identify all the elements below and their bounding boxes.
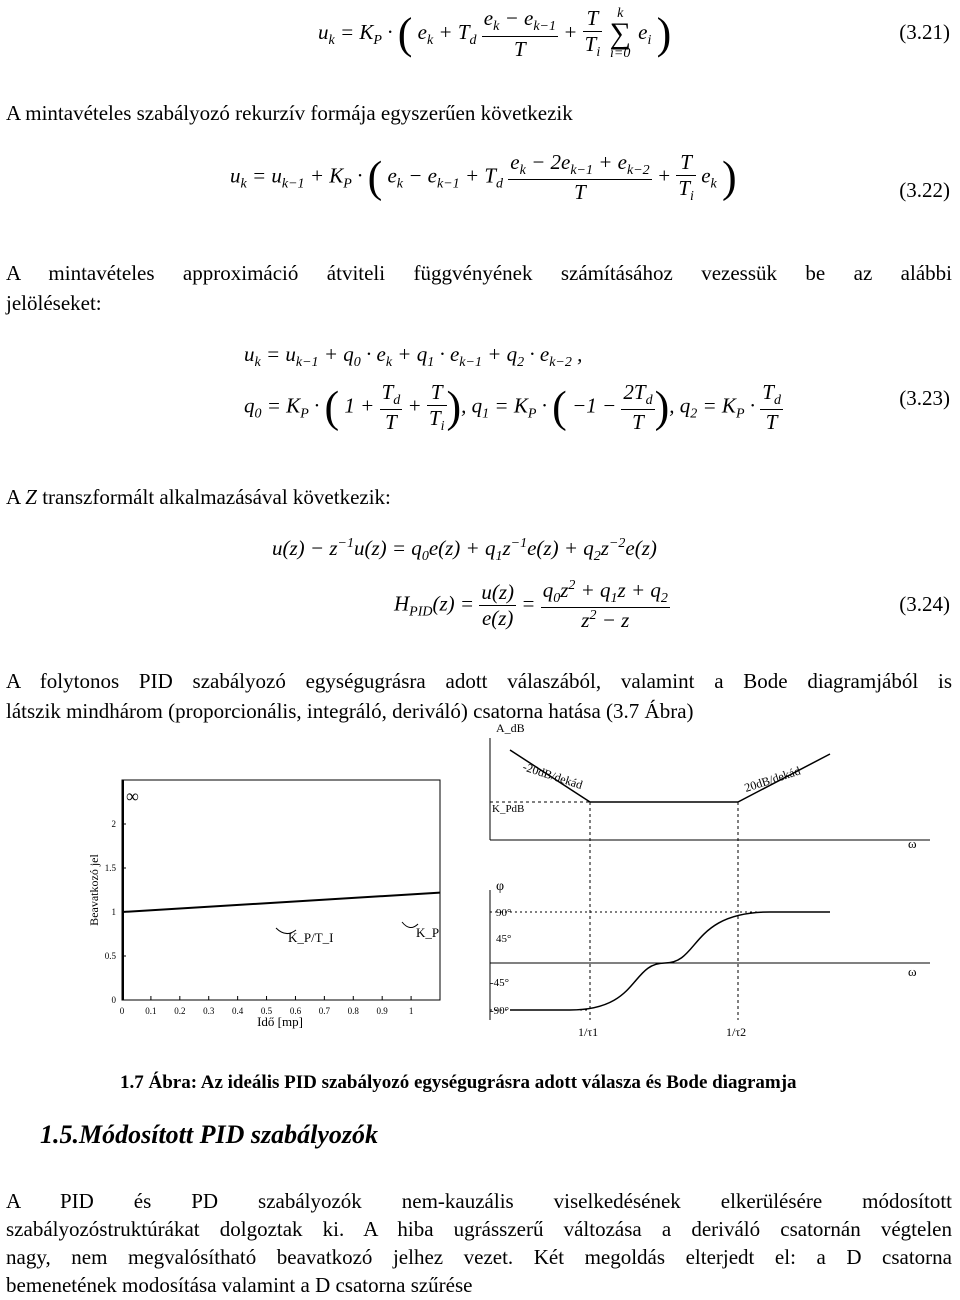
y-tick-label: 1 [111,907,116,917]
phase-curve [510,912,830,1010]
phase-tick-m45: -45° [490,977,510,989]
amp-axis-label: A_dB [496,721,525,735]
paragraph-modified-line1: A PID és PD szabályozók nem-kauzális viselkedésének elkerülésére módosított [6,1189,952,1213]
phase-tick-45: 45° [496,933,512,945]
label-kp-ti: K_P/T_I [288,930,334,945]
eq-number-3-22: (3.22) [899,178,950,202]
paragraph-modified-line2: szabályozóstruktúrákat dolgoztak ki. A hiba ugrásszerű változása a deriváló csatornán végtelen [6,1217,952,1241]
step-plot-ylabel: Beavatkozó jel [87,854,101,926]
eq-number-3-21: (3.21) [899,20,950,44]
x-tick-label: 0.6 [289,1006,302,1016]
tau1-mark: 1/τ1 [578,1025,599,1039]
eq-number-3-24: (3.24) [899,592,950,616]
x-tick-label: 0.1 [145,1006,157,1016]
x-tick-label: 0.8 [347,1006,359,1016]
paragraph-pid-line2: látszik mindhárom (proporcionális, integráló, deriváló) csatorna hatása (3.7 Ábra) [6,699,694,723]
bode-chart [470,720,940,1050]
paragraph-modified-line3: nagy, nem megvalósítható beavatkozó jelhez vezet. Két megoldás elterjedt el: a D csatorna [6,1245,952,1269]
slope1-label: -20dB/dekád [521,759,585,793]
y-tick-label: 0.5 [104,951,116,961]
kp-db-label: K_PdB [492,803,525,815]
paragraph-approximation-line1: A mintavételes approximáció átviteli függvényének számításához vezessük be az alábbi [6,261,952,285]
x-tick-label: 0.9 [376,1006,388,1016]
x-tick-label: 0.2 [174,1006,186,1016]
label-kp: K_P [416,925,440,940]
figure-caption: 1.7 Ábra: Az ideális PID szabályozó egységugrásra adott válasza és Bode diagramja [120,1072,797,1093]
x-tick-label: 1 [408,1006,414,1016]
equation-3-22: $u_k = u_{k-1} + K_P$ · ( $e_k - e_{k-1} + T_d$ $\frac{e_k - 2e_{k-1} + e_{k-2}}{T}$ + $\frac{T}{T_i}$ $e_k$ ) [230,150,737,205]
tau2-mark: 1/τ2 [726,1025,747,1039]
section-heading: 1.5.Módosított PID szabályozók [40,1120,379,1149]
x-tick-label: 0.7 [318,1006,330,1016]
y-tick-label: 1.5 [104,863,116,873]
equation-3-24-line2: $H_{PID}(z)$ = $\frac{u(z)}{e(z)}$ = $\frac{q_0z^2 + q_1z + q_2}{z^2 - z}$ [394,578,668,633]
y-tick-label: 0 [111,995,116,1005]
step-response-line [122,893,440,912]
x-tick-label: 0.4 [232,1006,244,1016]
paragraph-pid-line1: A folytonos PID szabályozó egységugrásra adott válaszából, valamint a Bode diagramjából is [6,669,952,693]
x-tick-label: 0 [119,1006,125,1016]
phase-tick-90: 90° [496,907,512,919]
step-response-chart [80,760,460,1050]
equation-3-23-line2: $q_0 = K_P$ · ( 1 + $\frac{T_d}{T}$ + $\frac{T}{T_i}$ ), $q_1 = K_P$ · ( −1 − $\frac{2T_d}{T}$ ), $q_2 = K_P$ · $\frac{T_d}{T}$ [244,380,781,435]
paragraph-approximation-line2: jelöléseket: [6,291,102,315]
step-plot-xlabel: Idő [mp] [257,1014,303,1029]
infinity-marker: ∞ [126,786,139,806]
step-plot-frame [122,780,440,1000]
paragraph-z-transform: A Z transzformált alkalmazásával következik: [6,485,391,509]
equation-3-21: $u_k = K_P$ · ( $e_k + T_d$ $\frac{e_k - e_{k-1}}{T}$ + $\frac{T}{T_i}$ k ∑ i=0 $e_i$ ) [318,6,672,61]
x-tick-label: 0.5 [260,1006,273,1016]
paragraph-modified-line4: bemenetének modosítása valamint a D csatorna szűrése [6,1273,473,1297]
eq-number-3-23: (3.23) [899,386,950,410]
omega-phase: ω [908,964,917,979]
paragraph-recursive: A mintavételes szabályozó rekurzív formája egyszerűen következik [6,101,573,125]
equation-3-24-line1: $u(z) - z^{-1}u(z) = q_0e(z) + q_1z^{-1}e(z) + q_2z^{-2}e(z)$ [272,536,657,565]
omega-amp: ω [908,836,917,851]
y-tick-label: 2 [111,819,116,829]
x-tick-label: 0.3 [203,1006,215,1016]
phase-axis-label: φ [496,879,505,894]
slope2-label: 20dB/dekád [742,763,803,795]
equation-3-23-line1: $u_k = u_{k-1} + q_0 \cdot e_k + q_1 \cdot e_{k-1} + q_2 \cdot e_{k-2}$ , [244,342,583,371]
phase-tick-m90: -90° [490,1005,510,1017]
